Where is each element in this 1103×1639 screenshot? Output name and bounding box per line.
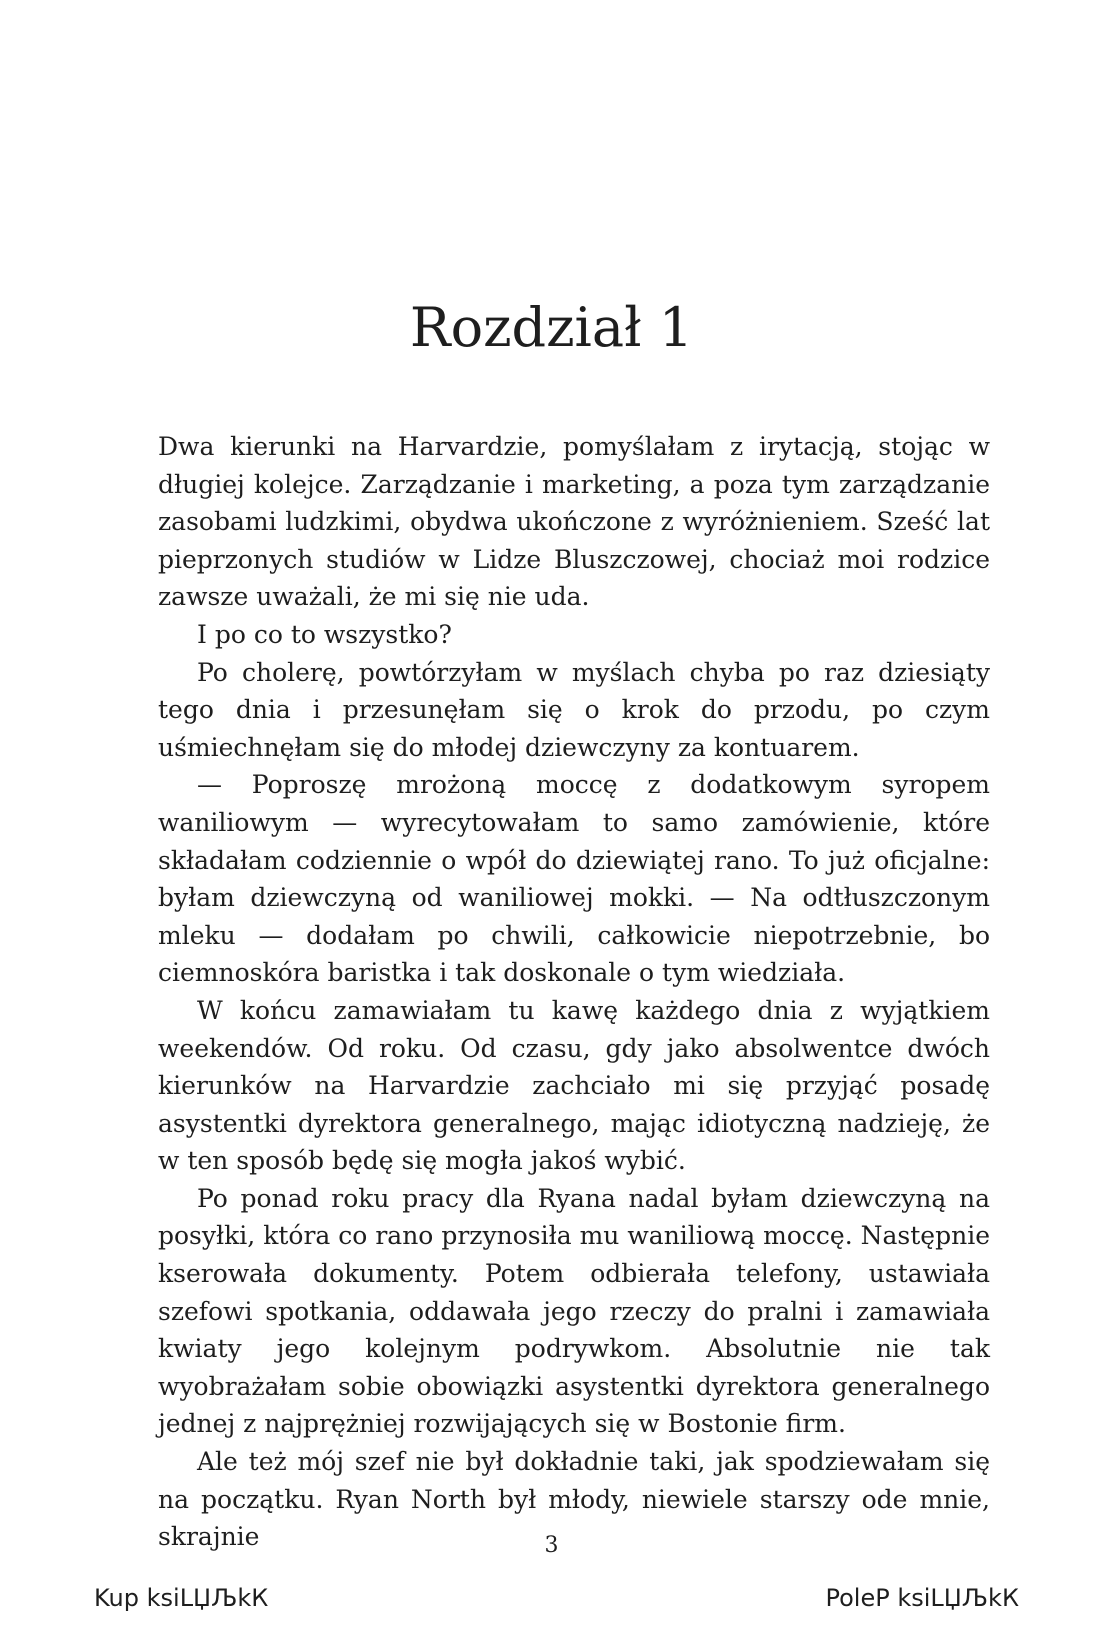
paragraph: Dwa kierunki na Harvardzie, pomyślałam z irytacją, stojąc w długiej kolejce. Zarządzanie i marketing, a poza tym zarządzanie zasobami ludzkimi, obydwa ukończone z wyróżnieniem. Sześć lat pieprzonych studiów w Lidze Bluszczowej, chociaż moi rodzice zawsze uważali, że mi się nie uda.	[158, 432, 990, 612]
page-number: 3	[544, 1533, 559, 1558]
chapter-body	[158, 428, 990, 1556]
recommend-book-link[interactable]: PoleР ksiLЏЉkК	[825, 1584, 1019, 1612]
paragraph: — Poproszę mrożoną moccę z dodatkowym syropem waniliowym — wyrecytowałam to samo zamówienie, które składałam codziennie o wpół do dziewiątej rano. To już oficjalne: byłam dziewczyną od waniliowej mokki. — Na odtłuszczonym mleku — dodałam po chwili, całkowicie niepotrzebnie, bo ciemnoskóra baristka i tak doskonale o tym wiedziała.	[158, 770, 990, 988]
buy-book-link[interactable]: Kup ksiLЏЉkК	[94, 1584, 269, 1612]
chapter-title: Rozdział 1	[409, 296, 694, 359]
paragraph: I po co to wszystko?	[197, 619, 452, 649]
paragraph: Po ponad roku pracy dla Ryana nadal byłam dziewczyną na posyłki, która co rano przynosiła mu waniliową moccę. Następnie kserowała dokumenty. Potem odbierała telefony, ustawiała szefowi spotkania, oddawała jego rzeczy do pralni i zamawiała kwiaty jego kolejnym podrywkom. Absolutnie nie tak wyobrażałam sobie obowiązki asystentki dyrektora generalnego jednej z najprężniej rozwijających się w Bostonie firm.	[158, 1183, 990, 1439]
paragraph: W końcu zamawiałam tu kawę każdego dnia z wyjątkiem weekendów. Od roku. Od czasu, gdy jako absolwentce dwóch kierunków na Harvardzie zachciało mi się przyjąć posadę asystentki dyrektora generalnego, mając idiotyczną nadzieję, że w ten sposób będę się mogła jakoś wybić.	[158, 995, 990, 1176]
paragraph: Po cholerę, powtórzyłam w myślach chyba po raz dziesiąty tego dnia i przesunęłam się o krok do przodu, po czym uśmiechnęłam się do młodej dziewczyny za kontuarem.	[158, 657, 990, 762]
paragraph: Ale też mój szef nie był dokładnie taki, jak spodziewałam się na początku. Ryan North był młody, niewiele starszy ode mnie, skrajnie	[158, 1447, 990, 1552]
